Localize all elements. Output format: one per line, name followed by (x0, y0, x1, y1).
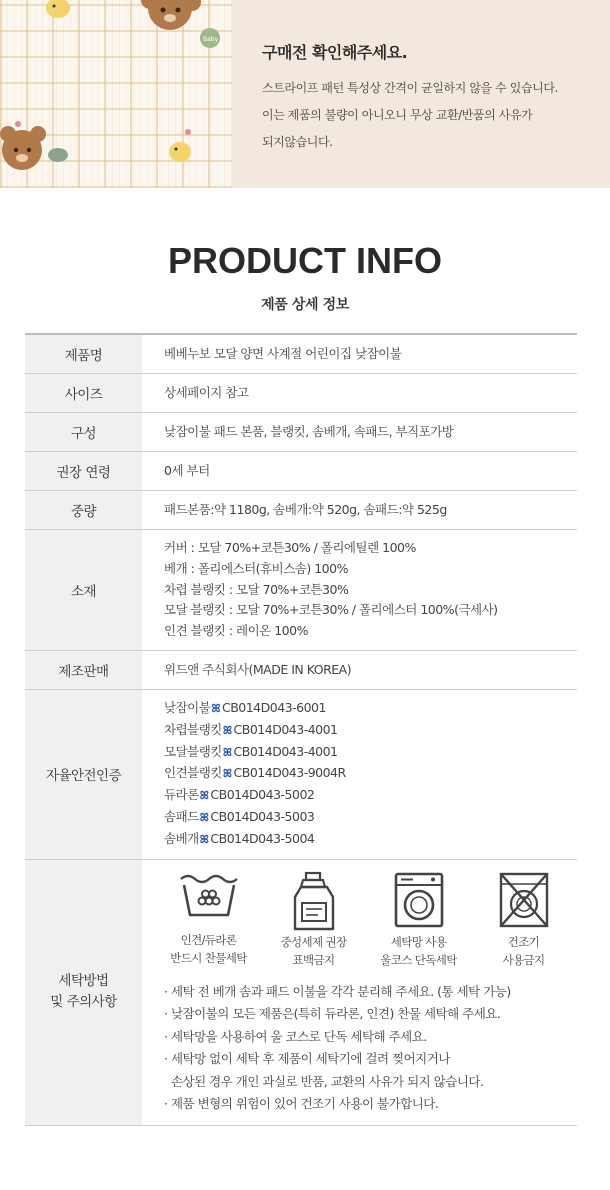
care-label-line: 반드시 찬물세탁 (170, 950, 247, 965)
material-line: 베개 : 폴리에스터(휴비스솜) 100% (164, 560, 348, 576)
washing-note: · 세탁 전 베개 솜과 패드 이불을 각각 분리해 주세요. (통 세탁 가능) (164, 983, 511, 999)
material-line: 커버 : 모달 70%+코튼30% / 폴리에틸렌 100% (164, 540, 416, 555)
washing-note: 손상된 경우 개인 과실로 반품, 교환의 사유가 되지 않습니다. (164, 1073, 484, 1089)
spec-row-material (25, 530, 577, 651)
product-info-title: PRODUCT INFO (168, 240, 442, 281)
spec-value: 패드본품:약 1180g, 솜베개:약 520g, 솜패드:약 525g (142, 491, 577, 530)
spec-value: 위드앤 주식회사(MADE IN KOREA) (142, 650, 577, 689)
kc-item (164, 742, 576, 764)
kc-item-name: 솜패드 (164, 808, 199, 824)
washing-label-line: 세탁방법 (58, 973, 109, 990)
kc-mark-icon: ꕤ (199, 789, 209, 803)
kc-item-name: 모달블랭킷 (164, 743, 222, 759)
kc-mark-icon: ꕤ (222, 745, 232, 759)
material-line: 차렵 블랭킷 : 모달 70%+코튼30% (164, 581, 349, 597)
kc-item-code: CB014D043-5003 (210, 808, 315, 824)
spec-row-washing (25, 859, 577, 1125)
kc-item-code: CB014D043-4001 (233, 721, 338, 737)
blanket-pattern-photo (0, 0, 232, 188)
bear-print-illustration (0, 0, 232, 188)
spec-row-name (25, 334, 577, 374)
care-label-line: 중성세제 권장 (280, 934, 347, 949)
washing-label-line: 및 주의사항 (50, 994, 117, 1011)
washing-note: · 제품 변형의 위험이 있어 건조기 사용이 불가합니다. (164, 1096, 439, 1112)
care-icon-label (261, 933, 366, 969)
material-line: 모달 블랭킷 : 모달 70%+코튼30% / 폴리에스터 100%(극세사) (164, 602, 498, 618)
kc-mark-icon: ꕤ (199, 810, 209, 824)
care-icon-label (366, 933, 471, 969)
spec-label: 제품명 (25, 334, 142, 374)
washing-machine-icon (393, 871, 445, 929)
kc-item (164, 720, 576, 742)
kc-item (164, 829, 576, 851)
product-info-subtitle: 제품 상세 정보 (261, 297, 349, 313)
care-icon-label (471, 933, 576, 969)
kc-item (164, 785, 576, 807)
notice-title: 구매전 확인해주세요. (262, 43, 408, 62)
spec-value (142, 859, 577, 1125)
care-label-line: 인견/듀라론 (180, 932, 237, 947)
care-icon-item (471, 871, 576, 969)
kc-item-name: 듀라론 (164, 787, 199, 803)
care-label-line: 세탁망 사용 (390, 934, 447, 949)
kc-item-name: 낮잠이불 (164, 699, 211, 715)
kc-item-code: CB014D043-5002 (210, 787, 315, 803)
kc-item (164, 763, 576, 785)
cold-water-wash-icon (178, 871, 240, 921)
neutral-detergent-icon (292, 871, 336, 933)
kc-item-name: 차렵블랭킷 (164, 721, 222, 737)
material-line: 인견 블랭킷 : 레이온 100% (164, 623, 308, 639)
kc-item (164, 698, 576, 720)
spec-label: 사이즈 (25, 374, 142, 413)
washing-note: · 낮잠이불의 모든 제품은(특히 듀라론, 인견) 찬물 세탁해 주세요. (164, 1006, 501, 1022)
kc-item-name: 인견블랭킷 (164, 765, 222, 781)
spec-row-size (25, 374, 577, 413)
spec-value: 낮잠이불 패드 본품, 블랭킷, 솜베개, 속패드, 부직포가방 (142, 413, 577, 452)
spec-value (142, 689, 577, 859)
spec-label (25, 859, 142, 1125)
kc-mark-icon: ꕤ (211, 701, 220, 715)
notice-line: 이는 제품의 불량이 아니오니 무상 교환/반품의 사유가 (262, 108, 533, 122)
spec-row-weight (25, 491, 577, 530)
no-dryer-icon (498, 871, 550, 929)
spec-label: 중량 (25, 491, 142, 530)
spec-value (142, 530, 577, 651)
care-label-line: 표백금지 (292, 952, 335, 967)
washing-note: · 세탁망을 사용하여 울 코스로 단독 세탁해 주세요. (164, 1028, 427, 1044)
spec-row-maker (25, 650, 577, 689)
notice-line: 스트라이프 패턴 특성상 간격이 균일하지 않을 수 있습니다. (262, 81, 558, 95)
washing-note: · 세탁망 없이 세탁 후 제품이 세탁기에 걸려 찢어지거나 (164, 1051, 450, 1067)
spec-label: 자율안전인증 (25, 689, 142, 859)
kc-item-name: 솜베개 (164, 830, 199, 846)
kc-item-code: CB014D043-9004R (233, 765, 346, 781)
notice-text (262, 40, 602, 156)
spec-row-composition (25, 413, 577, 452)
care-icon-item (156, 871, 261, 969)
washing-guide (164, 861, 576, 1124)
spec-label: 소재 (25, 530, 142, 651)
product-spec-table (25, 333, 577, 1126)
spec-value: 베베누보 모달 양면 사계절 어린이집 낮잠이불 (142, 334, 577, 374)
kc-item-code: CB014D043-5004 (210, 830, 315, 846)
care-icons (156, 871, 576, 969)
spec-label: 제조판매 (25, 650, 142, 689)
kc-item (164, 807, 576, 829)
notice-banner (0, 0, 610, 188)
spec-value: 상세페이지 참고 (142, 374, 577, 413)
kc-mark-icon: ꕤ (222, 767, 232, 781)
washing-notes (164, 981, 576, 1116)
care-icon-item (261, 871, 366, 969)
svg-text:Baby: Baby (203, 36, 219, 43)
spec-label: 구성 (25, 413, 142, 452)
spec-value: 0세 부터 (142, 452, 577, 491)
care-label-line: 울코스 단독세탁 (380, 952, 457, 967)
kc-item-code: CB014D043-4001 (233, 743, 338, 759)
care-icon-label (156, 931, 261, 967)
kc-mark-icon: ꕤ (199, 832, 209, 846)
care-label-line: 사용금지 (502, 952, 545, 967)
spec-label: 권장 연령 (25, 452, 142, 491)
notice-line: 되지않습니다. (262, 135, 333, 149)
spec-row-kc-certification (25, 689, 577, 859)
kc-mark-icon: ꕤ (222, 723, 232, 737)
care-label-line: 건조기 (507, 934, 540, 949)
kc-item-code: CB014D043-6001 (221, 699, 326, 715)
spec-row-age (25, 452, 577, 491)
care-icon-item (366, 871, 471, 969)
